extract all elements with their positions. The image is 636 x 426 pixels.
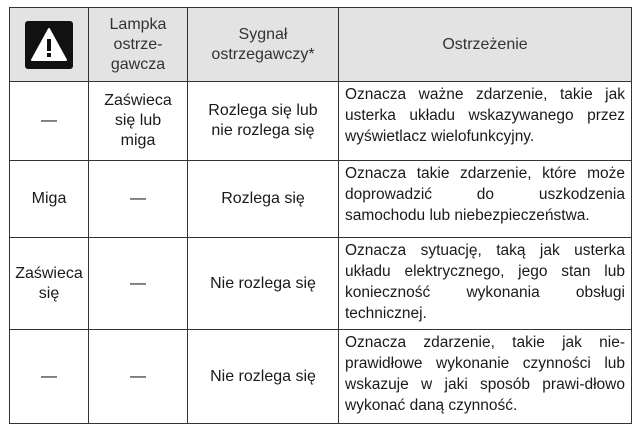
row-lamp: — (89, 161, 188, 238)
row-symbol: Zaświeca się (10, 238, 89, 330)
warning-triangle-icon (25, 21, 73, 69)
row-symbol: — (10, 82, 89, 161)
row-lamp: — (89, 330, 188, 424)
table-row (10, 161, 632, 238)
row-signal: Nie rozlega się (188, 238, 339, 330)
header-icon-cell (10, 8, 89, 82)
warning-table (9, 7, 632, 424)
row-description: Oznacza zdarzenie, takie jak nie-prawidłowe wykonanie czynności lub wskazuje w jaki sposób prawi-dłowo wykonać daną czynność. (339, 330, 632, 424)
row-signal: Nie rozlega się (188, 330, 339, 424)
row-lamp: Zaświeca się lub miga (89, 82, 188, 161)
header-signal: Sygnał ostrzegawczy* (188, 8, 339, 82)
row-symbol: — (10, 330, 89, 424)
table-row (10, 330, 632, 424)
header-lamp: Lampka ostrze- gawcza (89, 8, 188, 82)
table-header-row (10, 8, 632, 82)
row-signal: Rozlega się lub nie rozlega się (188, 82, 339, 161)
row-lamp: — (89, 238, 188, 330)
header-warning: Ostrzeżenie (339, 8, 632, 82)
table-row (10, 238, 632, 330)
row-description: Oznacza sytuację, taką jak usterka układu elektrycznego, jego stan lub konieczność wykonania obsługi technicznej. (339, 238, 632, 330)
row-description: Oznacza takie zdarzenie, które może doprowadzić do uszkodzenia samochodu lub niebezpieczeństwa. (339, 161, 632, 238)
row-signal: Rozlega się (188, 161, 339, 238)
table-row (10, 82, 632, 161)
row-description: Oznacza ważne zdarzenie, takie jak usterka układu wskazywanego przez wyświetlacz wielofunkcyjny. (339, 82, 632, 161)
row-symbol: Miga (10, 161, 89, 238)
